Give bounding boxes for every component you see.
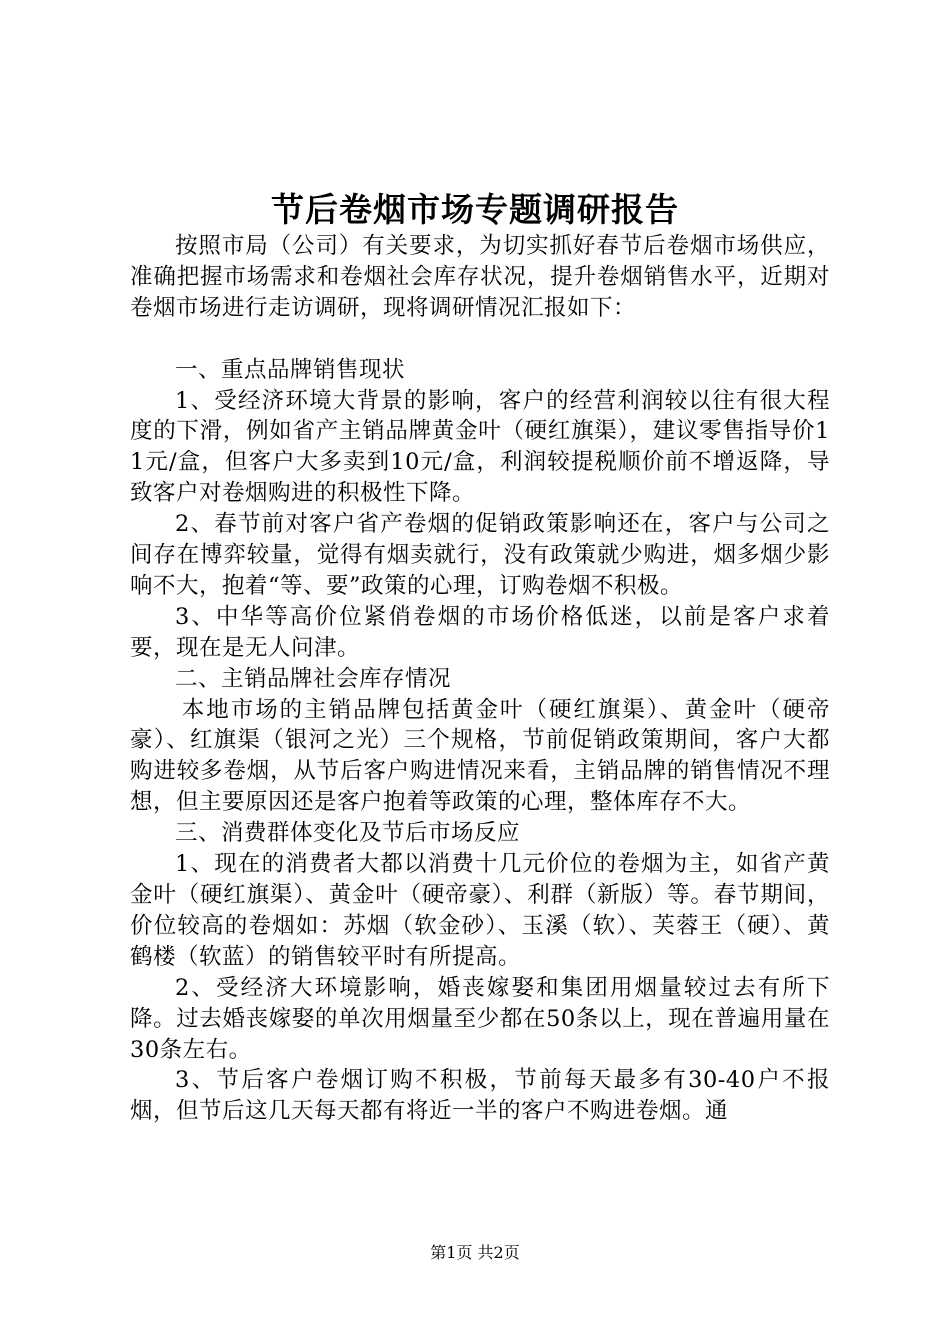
section-3-item-2: 2、受经济大环境影响，婚丧嫁娶和集团用烟量较过去有所下降。过去婚丧嫁娶的单次用烟量至少都在50条以上，现在普遍用量在30条左右。 <box>130 974 830 1063</box>
document-body <box>130 231 830 1127</box>
section-heading-1: 一、重点品牌销售现状 <box>175 356 406 383</box>
section-1-item-2: 2、春节前对客户省产卷烟的促销政策影响还在，客户与公司之间存在博弈较量，觉得有烟卖就行，没有政策就少购进，烟多烟少影响不大，抱着“等、要”政策的心理，订购卷烟不积极。 <box>130 511 830 599</box>
intro-paragraph: 按照市局（公司）有关要求，为切实抓好春节后卷烟市场供应，准确把握市场需求和卷烟社会库存状况，提升卷烟销售水平，近期对卷烟市场进行走访调研，现将调研情况汇报如下： <box>130 233 830 321</box>
section-3-item-3: 3、节后客户卷烟订购不积极，节前每天最多有30-40户不报烟，但节后这几天每天都有将近一半的客户不购进卷烟。通 <box>130 1067 830 1125</box>
section-3-item-1: 1、现在的消费者大都以消费十几元价位的卷烟为主，如省产黄金叶（硬红旗渠）、黄金叶（硬帝豪）、利群（新版）等。春节期间，价位较高的卷烟如：苏烟（软金砂）、玉溪（软）、芙蓉王（硬）、黄鹤楼（软蓝）的销售较平时有所提高。 <box>130 851 830 970</box>
section-heading-2: 二、主销品牌社会库存情况 <box>175 665 452 692</box>
section-1-item-3: 3、中华等高价位紧俏卷烟的市场价格低迷，以前是客户求着要，现在是无人问津。 <box>130 603 830 661</box>
section-1-item-1: 1、受经济环境大背景的影响，客户的经营利润较以往有很大程度的下滑，例如省产主销品牌黄金叶（硬红旗渠），建议零售指导价11元/盒，但客户大多卖到10元/盒，利润较提税顺价前不增返降，导致客户对卷烟购进的积极性下降。 <box>130 387 830 507</box>
section-heading-3: 三、消费群体变化及节后市场反应 <box>175 820 521 847</box>
section-2-paragraph: 本地市场的主销品牌包括黄金叶（硬红旗渠）、黄金叶（硬帝豪）、红旗渠（银河之光）三个规格，节前促销政策期间，客户大都购进较多卷烟，从节后客户购进情况来看，主销品牌的销售情况不理想，但主要原因还是客户抱着等政策的心理，整体库存不大。 <box>130 696 830 816</box>
page-number-footer: 第1页 共2页 <box>430 1243 520 1262</box>
document-title: 节后卷烟市场专题调研报告 <box>271 190 679 229</box>
